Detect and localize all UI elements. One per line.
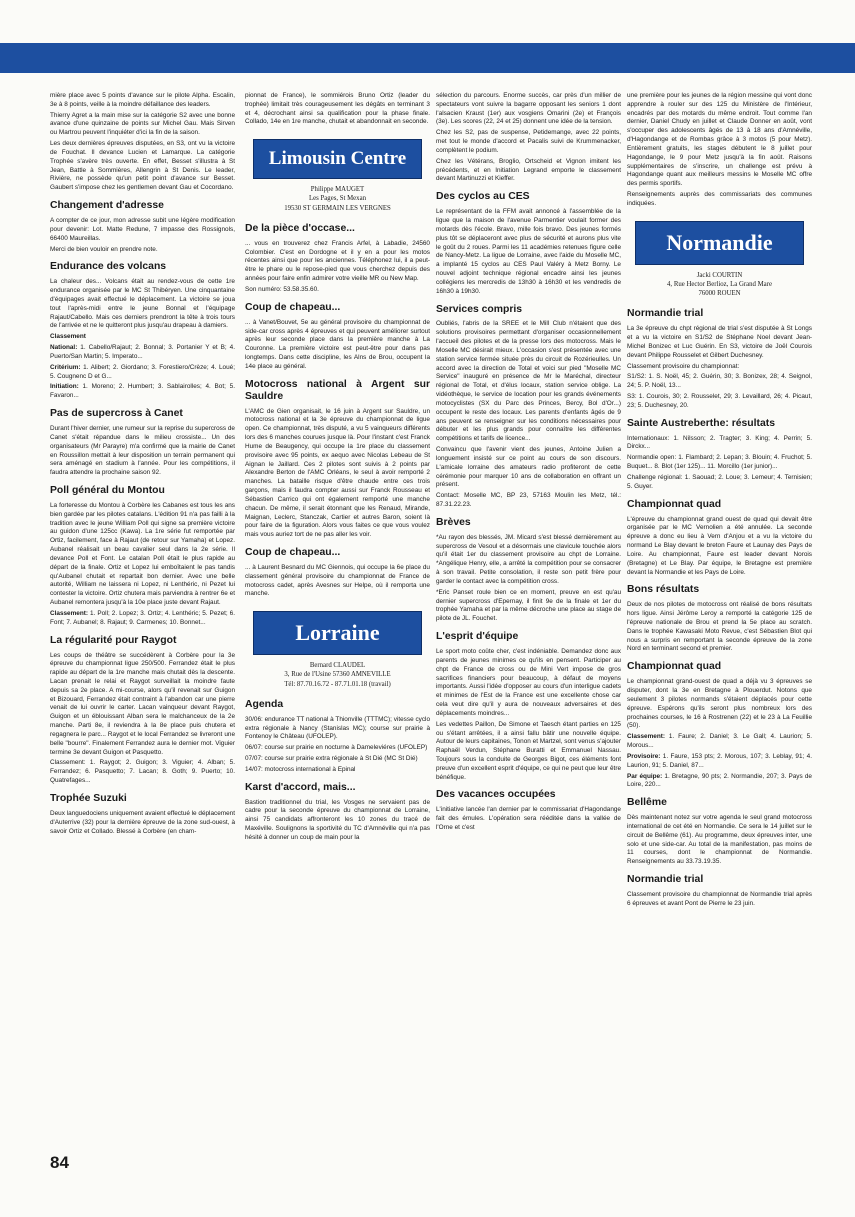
address-line: Bernard CLAUDEL [309,662,366,670]
result-text: 1. Alibert; 2. Giordano; 3. Forestiero/Crèze; 4. Loué; 5. Cougnenc D et G... [50,363,235,380]
result-line [50,364,235,382]
paragraph: S1/S2: 1. S. Noël, 45; 2. Guérin, 30; 3. Bonizex, 28; 4. Seignol, 24; 5. P. Noël, 13... [627,373,812,390]
address-line: 19530 ST GERMAIN LES VERGNES [284,204,391,212]
result-text: 1. Moreno; 2. Humbert; 3. Sablairolles; 4. Bot; 5. Favaron... [50,383,235,400]
heading-chapeau: Coup de chapeau... [245,301,341,313]
result-line [627,773,812,791]
agenda-item: 14/07: motocross international à Epinal [245,765,356,773]
heading-changement: Changement d'adresse [50,200,164,212]
agenda-item: 07/07: course sur prairie extra régionale à St Dié (MC St Dié) [245,755,418,763]
result-line [50,610,235,628]
address-line: Les Pages, St Mexan [308,195,366,203]
column-1 [50,92,235,838]
paragraph: S3: 1. Courois, 30; 2. Rousselet, 29; 3. Levaillard, 26; 4. Picaut, 23; 5. Duchesney, 20. [627,393,812,409]
heading-cyclos: Des cyclos au CES [436,191,530,203]
paragraph: L'initiative lancée l'an dernier par le commissariat d'Hagondange fait des émules. L'opération sera rééditée dans la vallée de l'Orne et c'est [436,806,621,832]
paragraph: mière place avec 5 points d'avance sur le pilote Alpha. Escalin, 3e à 8 points, veille à la moindre défaillance des leaders. [50,92,235,108]
heading-canet: Pas de supercross à Canet [50,408,183,420]
paragraph: Chez les Vétérans, Broglio, Ortscheid et Vignon imitent les précédents, et en Initiation Legrand emporte le classement devant Martinuzzi et Kieffer. [436,157,621,183]
result-line [50,383,235,401]
region-address [245,185,430,213]
result-line [50,344,235,362]
paragraph: Convaincu que l'avenir vient des jeunes, Antoine Julien a longuement insisté sur ce point au cours de son discours. L'amicale lorraine des amateurs radio profiteront de cette cérémonie pour marquer 10 ans de collaboration en offrant un présent. [436,446,621,489]
result-label: Initiation: [50,383,79,391]
paragraph: Classement provisoire du championnat: [627,362,740,370]
result-label: Classement: [50,609,89,617]
region-box-limousin: Limousin Centre [253,139,422,179]
paragraph: Renseignements auprès des commissariats des communes indiquées. [627,191,812,207]
region-box-normandie: Normandie [635,221,804,265]
heading-quad: Championnat quad [627,661,722,673]
region-box-lorraine: Lorraine [253,611,422,655]
heading-raygot: La régularité pour Raygot [50,634,177,646]
paragraph: *Eric Panset roule bien ce en moment, preuve en est qu'au dernier supercross d'Epernay, il finit 9e de la finale et 1er du trophée Yamaha et par la même décroche une place au stage de pilote de JL. Fouchet. [436,588,621,623]
paragraph: Contact: Moselle MC, BP 23, 57163 Moulin les Metz, tél.: 87.31.22.23. [436,492,621,509]
heading-vacances: Des vacances occupées [436,789,556,801]
heading-trial: Normandie trial [627,874,704,886]
paragraph: Thierry Agret a la main mise sur la catégorie S2 avec une bonne avance d'une quinzaine de points sur Michel Gau. Mais Sirven ou Martrou peuvent l'inquiéter d'ici la fin de la saison. [50,111,235,137]
address-line: Tél: 87.70.16.72 - 87.71.01.18 (travail) [284,680,391,688]
agenda-item: 30/06: endurance TT national à Thionville (TTTMC); vitesse cyclo extra régionale à Nancy (Stanislas MC); course sur prairie à Fontenoy le Château (UFOLEP). [245,715,430,741]
heading-karst: Karst d'accord, mais... [245,781,356,793]
result-label: Critérium: [50,363,81,371]
region-address [245,661,430,689]
address-line: Jacki COURTIN [696,271,743,279]
paragraph: Deux de nos pilotes de motocross ont réalisé de bons résultats hors ligue. Ainsi Jérôme Leroy a remporté la catégorie 125 de l'épreuve nationale de Brou et prend la 5e place au scratch. Dans le trophée Kawasaki Moto Revue, c'est Sébastien Blot qui nous a surpris en remportant la seconde épreuve de la zone Nord en terminant second et premier. [627,601,812,653]
result-label: Par équipe: [627,772,663,780]
heading-piece: De la pièce d'occase... [245,222,355,234]
paragraph: Classement: 1. Raygot; 2. Guigon; 3. Viguier; 4. Alban; 5. Ferrandez; 6. Pasquetto; 7. Lacan; 8. Goth; 9. Puerto; 10. Quatrefages... [50,759,235,785]
column-2 [245,92,430,845]
page-number: 84 [50,1153,69,1172]
heading-suzuki: Trophée Suzuki [50,792,127,804]
agenda-item: 06/07: course sur prairie en nocturne à Dameleviéres (UFOLEP) [245,744,428,752]
heading-austreberthe: Sainte Austreberthe: résultats [627,417,776,429]
heading-services: Services compris [436,303,523,315]
paragraph: ... à Vanet/Bouvet, 5e au général provisoire du championnat de side-car cross après 4 épreuves et qui peuvent améliorer surtout après leur seconde place dans la première manche à La Couronne. La première victoire est peut-être pour dans pas longtemps. Dans cette discipline, les Alns de Brou, occupent la 14e place au général. [245,318,430,370]
paragraph: *Au rayon des blessés, JM. Micard s'est blessé dernièrement au supercross de Vesoul et a désormais une clavicule touchée alors qu'il était 1er du classement provisoire au chpt de Lorraine. *Angélique Henry, elle, a arrêté la compétition pour se consacrer à son travail. Petite consolation, il reste son petit frère pour garder le contact avec la compétition cross. [436,533,621,585]
paragraph: Bastion traditionnel du trial, les Vosges ne servaient pas de cadre pour la seconde épreuve du championnat de Lorraine, ainsi 75 candidats affronteront les 10 zones du tracé de Maxéville. Soulignons la sportivité du TC d'Amnéville qui n'a pas hésité à donner un coup de main pour la [245,798,430,841]
heading-montou: Poll général du Montou [50,485,165,497]
paragraph: L'AMC de Gien organisait, le 16 juin à Argent sur Sauldre, un motocross national et la 3e épreuve du championnat de ligue open. Ce championnat, très disputé, a vu 5 vainqueurs différents lors des 6 manches courues jusque là. Pour l'instant c'est Franck Hume de Beaugency, qui occupe la 1re place du classement provisoire avec 95 points, ex aequo avec Nicolas Lebeau de St Aignan le Jaillard. Ces 2 pilotes sont suivis à 2 points par Alexandre Berton de l'AMC Orléans, le seul à avoir remporté 2 manches. La bataille risque d'être chaude entre ces trois garçons, mais il faudra compter aussi sur Franck Rousseau et Sébastien Carrico qui ont également remporté une manche chacun. De même, il serait étonnant que les Renaud, Mirande, Maignan, Leclerc, Stanczak, Cartier et autres Baron, soient là pour faire de la figuration. Alors vous faites ce que vous voulez mais vous auriez tort de ne pas aller les voir. [245,407,430,539]
paragraph: La forteresse du Montou à Corbère les Cabanes est tous les ans bien gardée par les pilotes catalans. L'édition 91 n'a pas failli à la tradition avec le jeune William Poll qui signe sa première victoire au guidon d'une 125cc (Kawa). La 1re série fut remportée par Ortiz, facilement, face à Rajaut (de retour sur Yamaha) et Lopez. Aubanel réalisait un beau cavalier seul dans la 2e série. Il devance Poll et Font. Le catalan Poll était le plus rapide au départ de la finale. Ortiz et Lopez lui emboîtaient le pas tandis qu'Aubanel chutait et repartait bon dernier. Avec une belle autorité, William ne laissera ni Lopez, ni Lenthéric, ni Pezet lui contester la victoire. Ortiz chutera mais parviendra à rentrer 6e et Aubanel remontera jusqu'à la 10e place juste devant Rajaut. [50,501,235,607]
result-text: 1. Faure; 2. Daniel; 3. Le Gall; 4. Laurion; 5. Morous... [627,733,812,750]
paragraph: Les deux dernières épreuves disputées, en S3, ont vu la victoire de Fouchat. Il devance Lucien et Lamarque. La catégorie Trophée s'avère très ouverte. En effet, Besset s'illustra à St Jean, Battle à Sommières, Allengrin à St Denis. Le leader, Rivière, ne possède qu'un petit point d'avance sur Besset. Gaubert s'impose chez les gentlemen devant Gau et Cocordano. [50,140,235,192]
paragraph: Internationaux: 1. Nilsson; 2. Tragter; 3. King; 4. Perrin; 5. Dirckx... [627,434,812,451]
paragraph: Le sport moto coûte cher, c'est indéniable. Demandez donc aux parents de jeunes minimes ce qu'ils en pensent. Participer au chpt de France de cross ou de Mini Vert impose de gros sacrifices financiers pour beaucoup, à défaut de moyens importants. Aussi l'idée d'opposer au cours d'un interligue cadets et minimes de l'Est de la France est une excellente chose car cela veut dire qu'il y aura de nouveaux adversaires et des déplacements moindres... [436,648,621,717]
paragraph: ... à Laurent Besnard du MC Giennois, qui occupe la 6e place du classement général provisoire du championnat de France de motocross cadet, après Avesnes sur Helpe, où il remporta une manche. [245,563,430,598]
result-label: Provisoire: [627,752,661,760]
heading-sauldre: Motocross national à Argent sur Sauldre [245,378,430,402]
result-label: Classement: [627,733,666,741]
heading-agenda: Agenda [245,698,284,710]
heading-volcans: Endurance des volcans [50,261,167,273]
paragraph: Merci de bien vouloir en prendre note. [50,245,158,253]
result-text: 1. Faure, 153 pts; 2. Morous, 107; 3. Leblay, 91; 4. Laurion, 91; 5. Daniel, 87... [627,752,812,769]
address-line: Philippe MAUGET [310,186,365,194]
result-line [627,733,812,751]
classement-label: Classement [50,333,86,341]
header-band [0,43,855,73]
paragraph: Le représentant de la FFM avait annoncé à l'assemblée de la ligue que la maison de l'avenue Parmentier voulait former des motards dès l'école. Bravo, mille fois bravo. Des jeunes formés plus tôt se déplaceront avec plus de sécurité et aurons plus vite le goût du 2 roues. Parmi les 11 académies retenues figure celle de Nancy-Metz. La ligue de Lorraine, avec l'aide du Moselle MC, a implanté 15 cyclos au CES Paul Valéry à Metz Borny. Le nouvel adjoint technique régional encadre ainsi les jeunes collégiens les mercredis de 13h30 à 16h30 et les vendredis de 16h30 à 19h30. [436,208,621,295]
paragraph: Les vedettes Paillon, De Simone et Taesch étant parties en 125 ou s'étant arrêtées, il a ainsi fallu bâtir une nouvelle équipe. Autour de leurs capitaines, Tonon et Martzel, sont venus s'ajouter Raphaël Verdun, Stéphane Buratti et Emmanuel Nassau. Toujours sous la conduite de Georges Bigot, ces éléments font preuve d'un excellent esprit d'équipe, ce qui ne peut que leur être bénéfique. [436,720,621,781]
paragraph: A compter de ce jour, mon adresse subit une légère modification pour devenir: Lot. Matte Redune, 7 impasse des Rossignols, 66400 Maureillas. [50,217,235,242]
address-line: 76000 ROUEN [698,290,741,298]
heading-quad: Championnat quad [627,498,722,510]
paragraph: sélection du parcours. Enorme succès, car près d'un millier de spectateurs vont suivre la bagarre opposant les seniors 1 dont l'alsacien Kraust (1er) aux vosgiens Omarini (2e) et François (3e). Les scores (22, 24 et 25) donnent une idée de la tension. [436,92,621,126]
paragraph: Son numéro: 53.58.35.60. [245,285,319,293]
region-address [627,271,812,299]
paragraph: Les coups de théâtre se succédèrent à Corbère pour la 3e épreuve du championnat ligue 250/500. Ferrandez était le plus rapide au départ de la 1re manche mais chutait dès la descente. Lacan prenait le relai et Raygot surveillait la moindre faute depuis sa 2e place. A mi-course, alors qu'il revenait sur Guigon et Bizouard, Ferrandez était contraint à l'abandon car une pierre venait de lui ouvrir le carter. Lacan vainqueur devant Raygot, Guigon et un éblouissant Alban sera le malchanceux de la 2e manche. Parti 8e, il reviendra à la 8e place puis chutera et regagnera le parc... Raygot et le local Ferrandez se livreront une belle "bourre". Finalement Ferrandez aura le dernier mot. Viguier termine 3e devant Guigon et Pasquetto. [50,651,235,756]
heading-equipe: L'esprit d'équipe [436,631,519,643]
heading-trial: Normandie trial [627,308,704,320]
paragraph: Deux languedociens uniquement avaient effectué le déplacement d'Auterrive (32) pour la dernière épreuve de la zone sud-ouest, à savoir Ortiz et Collado. Blessé à Corbère (en cham- [50,809,235,835]
paragraph: La chaleur des... Volcans était au rendez-vous de cette 1re endurance organisée par le MC St Thibéryen. Une cinquantaine d'équipages avait effectué le déplacement. La victoire se joua tout l'après-midi entre le jeune Bonnal et l'équipage Rajaut/Cabello. Mais ces derniers prendront la tête à trois tours de l'arrivée et ne le quitteront plus jusqu'au drapeau à damiers. [50,278,235,330]
heading-belleme: Bellême [627,797,667,809]
paragraph: Dès maintenant notez sur votre agenda le seul grand motocross international de cet été en Normandie. Ce sera le 14 juillet sur le circuit de Bellême (61). Au programme, deux épreuves inter, une solo et une side-car. Au total de la manifestation, pas moins de 11 courses, dont le championnat de Normandie. Renseignements au 33.73.19.35. [627,814,812,866]
paragraph: Durant l'hiver dernier, une rumeur sur la reprise du supercross de Canet s'était répandue dans le milieu crossiste... Un des organisateurs (Mr Parayre) m'a confirmé que la mairie de Canet en Roussillon mettait à leur disposition un terrain permanent qui sera aménagé en stadium à l'année. Pour les compétitions, il faudra attendre la prochaine saison 92. [50,425,235,477]
paragraph: Le championnat grand-ouest de quad a déjà vu 3 épreuves se disputer, dont la 3e en Bretagne à Plouerdut. Notons que seulement 3 pilotes normands s'étaient déplacés pour cette épreuve. Espérons qu'ils seront plus nombreux lors des prochaines courses, le 16 à Rostrenen (22) et le 23 à La Feuillie (50). [627,678,812,730]
result-label: National: [50,344,78,352]
result-line [627,753,812,771]
column-3 [436,92,621,835]
paragraph: Oubliés, l'abris de la SREE et le Mill Club n'étaient que des solutions provisoires permettant d'organiser occasionnellement l'accueil des pilotes et de la presse lors des motocross. Mais le Moselle MC désirait mieux. L'occasion s'est présentée avec une station service fermée située près du circuit de Rozérieulles. Un accord avec la direction de Total et voici sur pied "Moselle MC Service" inauguré en présence de Mr le Maréchal, directeur régional de Total, et d'élus locaux, station service oblige. La vidéothèque, le service de location pour les grands événements motocyclistes (SX du Parc des Princes, Bercy, Bol d'Or...) occupent le reste des locaux. Les parents d'enfants âgés de 9 ans peuvent se renseigner sur les conditions nécessaires pour débuter et les plus grands pour connaître les différentes compétitions et tarifs de licence... [436,320,621,443]
heading-breves: Brèves [436,516,471,528]
result-text: 1. Bretagne, 90 pts; 2. Normandie, 207; 3. Pays de Loire, 220... [627,772,812,789]
paragraph: La 3e épreuve du chpt régional de trial s'est disputée à St Longs et a vu la victoire en S1/S2 de Stéphane Noel devant Jean-Michel Bonizec et Luc Guérin. En S3, victoire de Joël Courois devant Philippe Rousselet et Gilbert Duchesney. [627,325,812,359]
address-line: 4, Rue Hector Berlioz, La Grand Mare [667,280,772,288]
heading-chapeau: Coup de chapeau... [245,547,341,558]
column-4 [627,92,812,911]
result-text: 1. Poll; 2. Lopez; 3. Ortiz; 4. Lenthéric; 5. Pezet; 6. Font; 7. Aubanel; 8. Rajaut; 9. Carmenes; 10. Bonnet... [50,609,235,626]
paragraph: Classement provisoire du championnat de Normandie trial après 6 épreuves et avant Pont de Pierre le 23 juin. [627,891,812,907]
paragraph: L'épreuve du championnat grand ouest de quad qui devait être organisée par le MC Vernolien a été annulée. La seconde épreuve a donc eu lieu à Vern d'Anjou et a vu la victoire du normand Le Blay devant le breton Faure et Launay des Pays de Loire. Au championnat, Faure est leader devant Norois (Bretagne) et Le Blay. Par équipe, le Bretagne est première devant la Normandie et les Pays de Loire. [627,515,812,576]
paragraph: ... vous en trouverez chez Francis Arfel, à Labadie, 24560 Colombier. C'est en Dordogne et il y en a pour les motos récentes ainsi que pour les anciennes. Téléphonez lui, il a peut-être le phare ou le repose-pied que vous cherchez depuis des années pour faire enfin admirer votre vieille MR ou New Map. [245,239,430,283]
result-text: 1. Cabello/Rajaut; 2. Bonnal; 3. Portanier Y et B; 4. Puerto/San Martin; 5. Imperato... [50,344,235,360]
paragraph: Chez les S2, pas de suspense, Petidemange, avec 22 points, met tout le monde d'accord et Pacalis suivi de Krummenacker, complètent le podium. [436,129,621,154]
paragraph: une première pour les jeunes de la région messine qui vont donc apprendre à rouler sur des 125 du Ministère de l'Intérieur, encadrés par des motards du même endroit. Tout comme l'an dernier, Daniel Chudy en juillet et Claude Donner en août, vont s'occuper des adolescents âgés de 13 à 18 ans d'Amnéville, d'Hagondange et de Rombas grâce à 3 motos (5 pour Metz). Entièrement gratuits, les stages débutent le 8 juillet pour Hagondange, le 9 pour Metz jusqu'à la fin août. Raisons supplémentaires de s'inscrire, un challenge est prévu à Hagondange quant aux meilleurs messins le Moselle MC offre des permis sportifs. [627,92,812,188]
paragraph: Normandie open: 1. Flambard; 2. Lepan; 3. Blouin; 4. Fruchot; 5. Buquet... 8. Blot (1er 125)... 11. Morcillo (1er junior)... [627,454,812,471]
address-line: 3, Rue de l'Usine 57360 AMNEVILLE [284,671,391,679]
heading-bons-resultats: Bons résultats [627,584,700,596]
paragraph: pionnat de France), le sommiérois Bruno Ortiz (leader du trophée) limitait très courageusement les dégâts en terminant 3 et 4, décrochant ainsi sa qualification pour la phase finale. Collado, 14e en 1re manche, chutait et abandonnait en seconde. [245,92,430,126]
paragraph: Challenge régional: 1. Saouad; 2. Loue; 3. Lemeur; 4. Ternisien; 5. Guyer. [627,473,812,490]
